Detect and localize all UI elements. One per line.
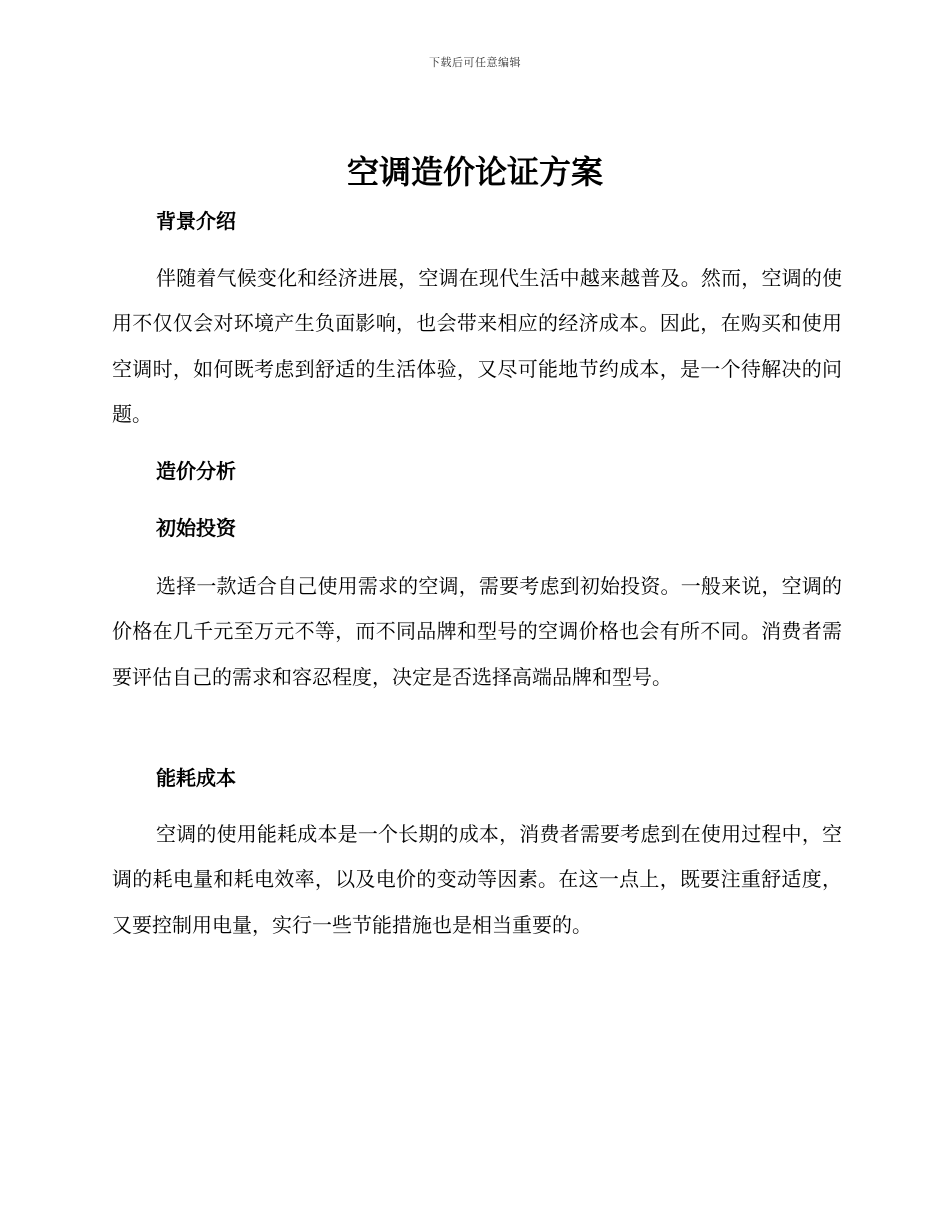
header-note: 下载后可任意编辑 <box>429 56 521 69</box>
section-heading-background: 背景介绍 <box>156 209 236 233</box>
section-heading-initial-investment: 初始投资 <box>156 516 236 540</box>
section-heading-cost-analysis: 造价分析 <box>156 459 236 483</box>
section-paragraph-energy-cost: 空调的使用能耗成本是一个长期的成本，消费者需要考虑到在使用过程中，空调的耗电量和耗电效率，以及电价的变动等因素。在这一点上，既要注重舒适度，又要控制用电量，实行一些节能措施也是相当重要的。 <box>112 822 842 937</box>
section-paragraph-initial-investment: 选择一款适合自己使用需求的空调，需要考虑到初始投资。一般来说，空调的价格在几千元至万元不等，而不同品牌和型号的空调价格也会有所不同。消费者需要评估自己的需求和容忍程度，决定是否选择高端品牌和型号。 <box>112 574 842 689</box>
document-title: 空调造价论证方案 <box>346 153 603 191</box>
section-heading-energy-cost: 能耗成本 <box>156 766 236 790</box>
section-paragraph-background: 伴随着气候变化和经济进展，空调在现代生活中越来越普及。然而，空调的使用不仅仅会对环境产生负面影响，也会带来相应的经济成本。因此，在购买和使用空调时，如何既考虑到舒适的生活体验，又尽可能地节约成本，是一个待解决的问题。 <box>112 266 842 426</box>
